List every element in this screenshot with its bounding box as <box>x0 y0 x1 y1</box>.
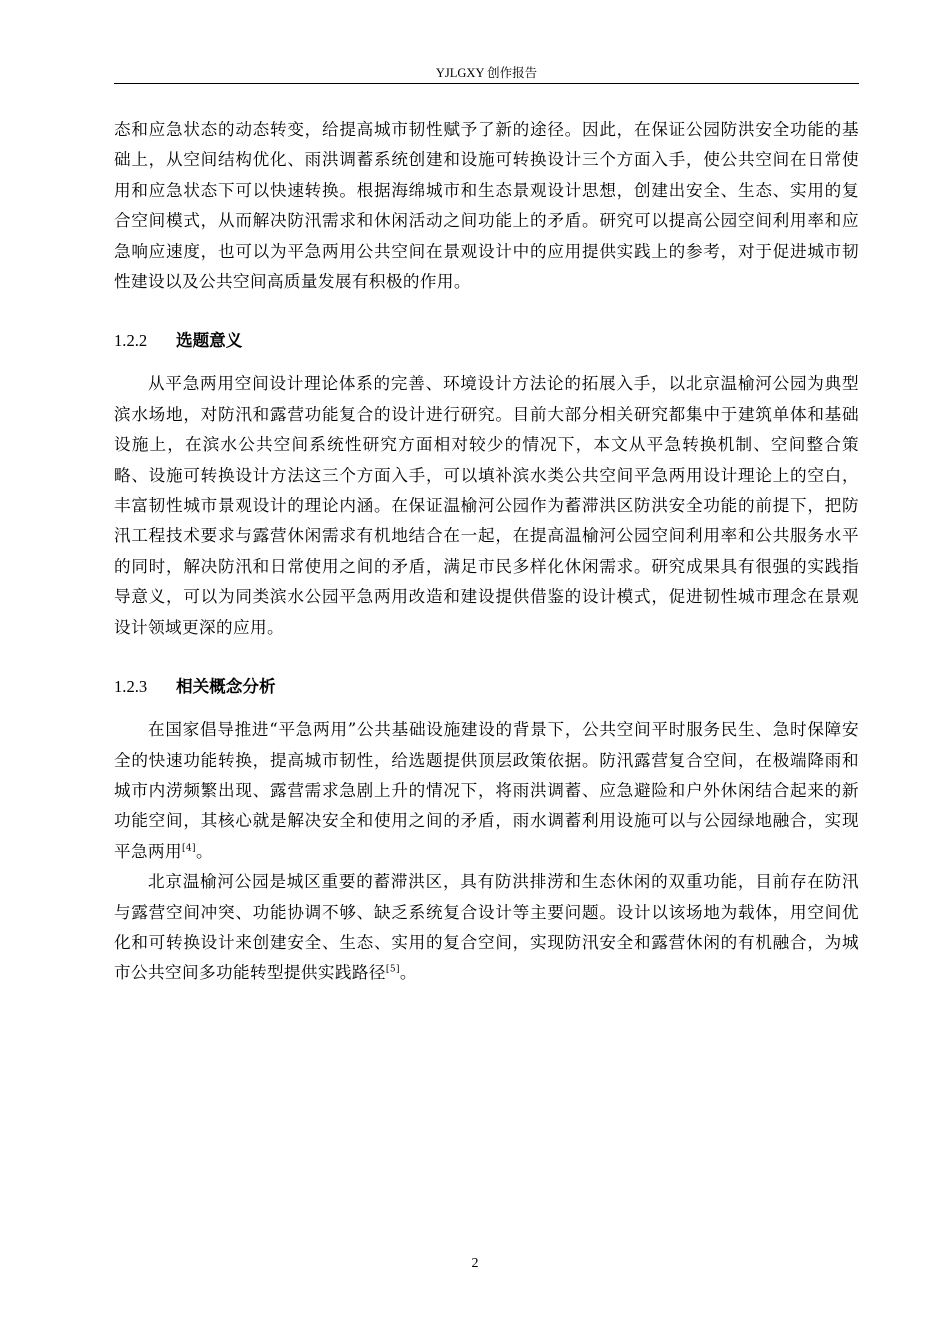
significance-paragraph: 从平急两用空间设计理论体系的完善、环境设计方法论的拓展入手，以北京温榆河公园为典型滨水场地，对防汛和露营功能复合的设计进行研究。目前大部分相关研究都集中于建筑单体和基础设施上，在滨水公共空间系统性研究方面相对较少的情况下，本文从平急转换机制、空间整合策略、设施可转换设计方法这三个方面入手，可以填补滨水类公共空间平急两用设计理论上的空白，丰富韧性城市景观设计的理论内涵。在保证温榆河公园作为蓄滞洪区防洪安全功能的前提下，把防汛工程技术要求与露营休闲需求有机地结合在一起，在提高温榆河公园空间利用率和公共服务水平的同时，解决防汛和日常使用之间的矛盾，满足市民多样化休闲需求。研究成果具有很强的实践指导意义，可以为同类滨水公园平急两用改造和建设提供借鉴的设计模式，促进韧性城市理念在景观设计领域更深的应用。 <box>114 374 859 637</box>
intro-paragraph: 态和应急状态的动态转变，给提高城市韧性赋予了新的途径。因此，在保证公园防洪安全功能的基础上，从空间结构优化、雨洪调蓄系统创建和设施可转换设计三个方面入手，使公共空间在日常使用和应急状态下可以快速转换。根据海绵城市和生态景观设计思想，创建出安全、生态、实用的复合空间模式，从而解决防汛需求和休闲活动之间功能上的矛盾。研究可以提高公园空间利用率和应急响应速度，也可以为平急两用公共空间在景观设计中的应用提供实践上的参考，对于促进城市韧性建设以及公共空间高质量发展有积极的作用。 <box>114 120 859 292</box>
document-body <box>114 115 859 989</box>
paragraph-text: 在国家倡导推进“平急两用”公共基础设施建设的背景下，公共空间平时服务民生、急时保障安全的快速功能转换，提高城市韧性，给选题提供顶层政策依据。防汛露营复合空间，在极端降雨和城市内涝频繁出现、露营需求急剧上升的情况下，将雨洪调蓄、应急避险和户外休闲结合起来的新功能空间，其核心就是解决安全和使用之间的矛盾，雨水调蓄利用设施可以与公园绿地融合，实现平急两用 <box>114 720 859 861</box>
citation-ref: [5] <box>385 964 400 975</box>
section-number: 1.2.2 <box>114 331 148 351</box>
paragraph-text: 北京温榆河公园是城区重要的蓄滞洪区，具有防洪排涝和生态休闲的双重功能，目前存在防汛与露营空间冲突、功能协调不够、缺乏系统复合设计等主要问题。设计以该场地为载体，用空间优化和可转换设计来创建安全、生态、实用的复合空间，实现防汛安全和露营休闲的有机融合，为城市公共空间多功能转型提供实践路径 <box>114 872 859 983</box>
concept-paragraph-1 <box>114 715 859 867</box>
section-number: 1.2.3 <box>114 677 148 697</box>
section-title: 相关概念分析 <box>176 676 276 697</box>
concept-paragraph-2 <box>114 867 859 989</box>
page-header: YJLGXY 创作报告 <box>435 66 538 80</box>
paragraph-end: 。 <box>399 963 417 983</box>
page-number: 2 <box>471 1256 479 1271</box>
section-heading-1-2-3 <box>114 671 859 702</box>
section-heading-1-2-2 <box>114 325 859 356</box>
citation-ref: [4] <box>181 843 196 854</box>
paragraph-end: 。 <box>195 841 213 861</box>
header-rule <box>114 83 859 84</box>
section-title: 选题意义 <box>176 330 243 351</box>
